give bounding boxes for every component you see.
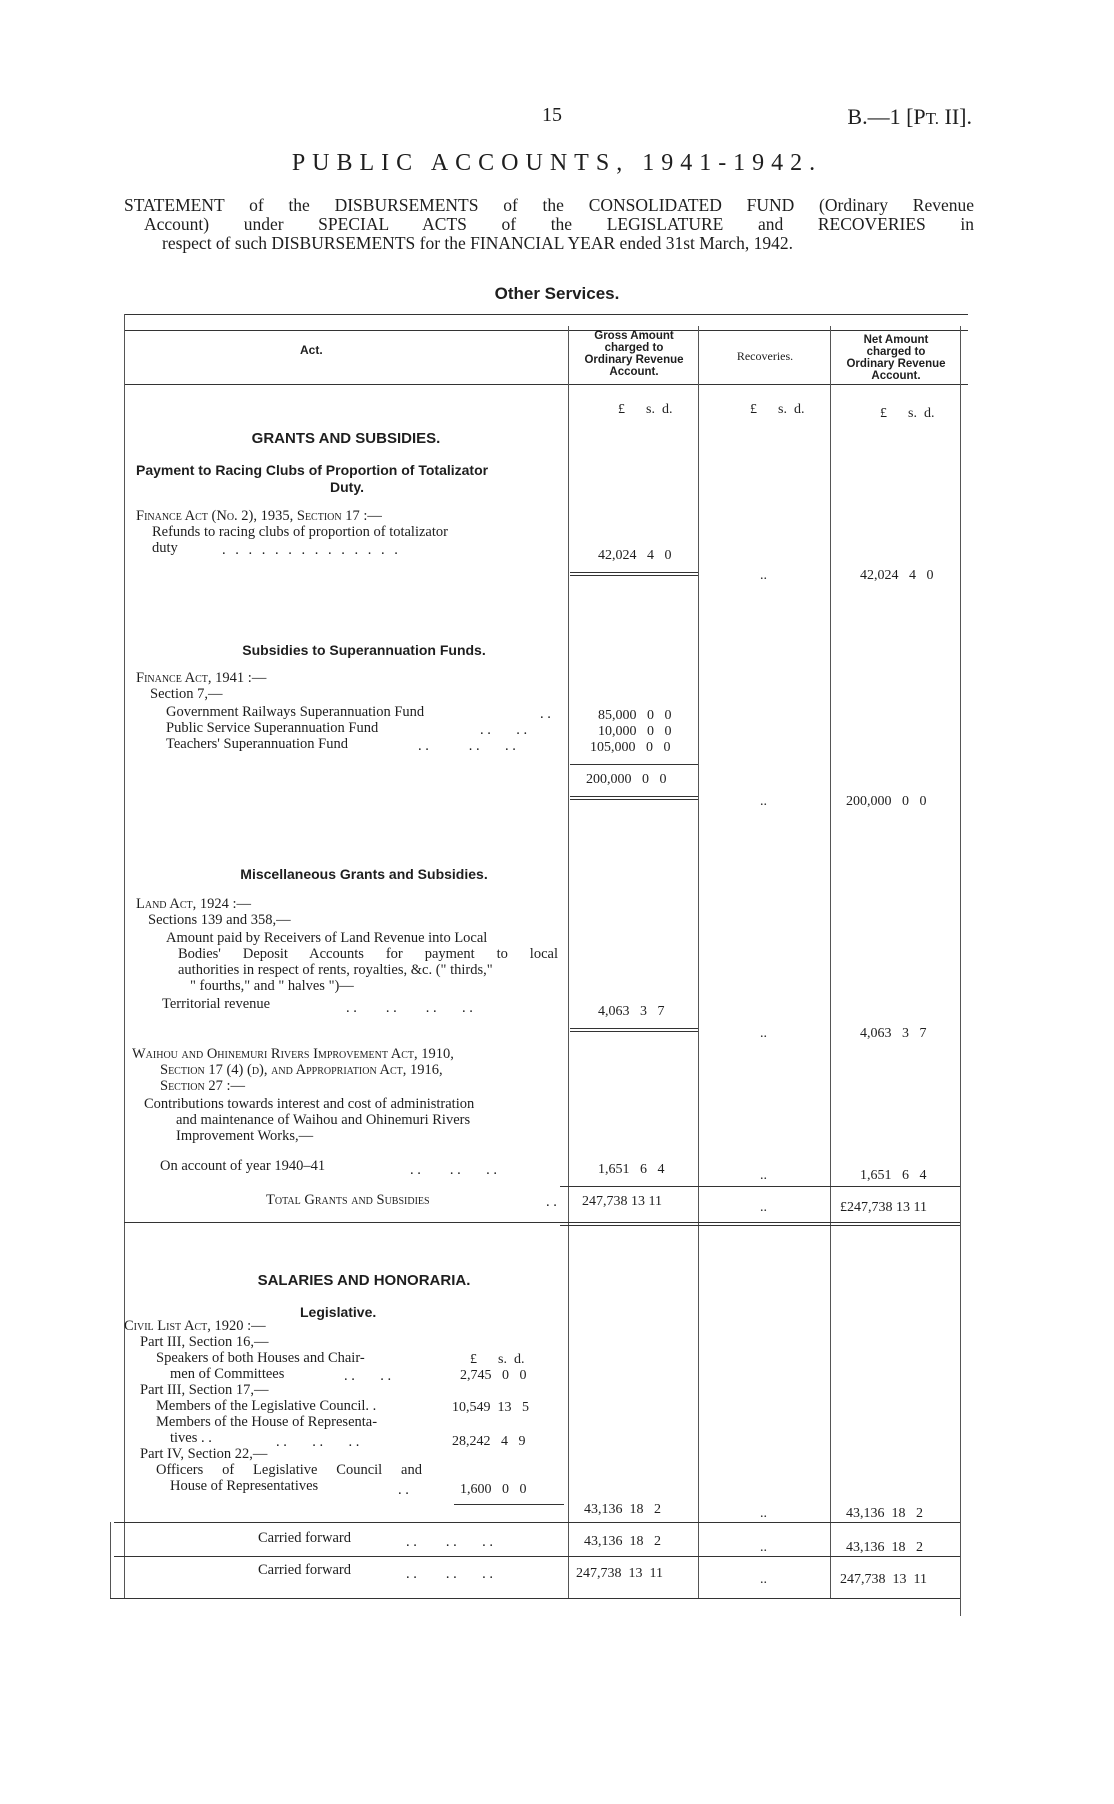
land-act-sections: Sections 139 and 358,—: [148, 912, 291, 928]
gross-column-header: [570, 330, 698, 378]
net-header-line: Net Amount: [863, 334, 929, 346]
leader-dots: . . . . . .: [406, 1534, 493, 1550]
page-title: PUBLIC ACCOUNTS, 1941-1942.: [291, 150, 823, 176]
superannuation-rule: [570, 796, 698, 797]
leader-dots: . .: [398, 1482, 409, 1498]
territorial-revenue: Territorial revenue: [162, 996, 271, 1012]
ref-end: II].: [939, 104, 972, 129]
net-header-line: Ordinary Revenue: [846, 358, 946, 370]
superannuation-net-total: 200,000 0 0: [846, 794, 927, 809]
refunds-description: Refunds to racing clubs of proportion of totalizator: [152, 524, 448, 540]
superannuation-rule: [570, 799, 698, 800]
leader-dots: . . . . . .: [418, 738, 516, 754]
fund-public-service-amount: 10,000 0 0: [598, 724, 672, 739]
fund-railways: Government Railways Superannuation Fund: [166, 704, 425, 720]
section-7: Section 7,—: [150, 686, 223, 702]
waihou-act: Section 17 (4) (d), and Appropriation Act, 1916,: [160, 1062, 443, 1078]
gross-header-line: charged to: [604, 342, 664, 354]
officers-amount: 1,600 0 0: [460, 1482, 527, 1497]
house-members-cont: tives . .: [170, 1430, 212, 1446]
refunds-gross-amount: 42,024 4 0: [598, 548, 672, 563]
land-description: Bodies' Deposit Accounts for payment to local: [178, 946, 558, 962]
part-3-section-17: Part III, Section 17,—: [140, 1382, 269, 1398]
gross-currency-label: £ s. d.: [618, 402, 673, 417]
waihou-act: Waihou and Ohinemuri Rivers Improvement Act, 1910,: [132, 1046, 454, 1062]
officers-description: Officers of Legislative Council and: [156, 1462, 422, 1478]
fund-teachers: Teachers' Superannuation Fund: [166, 736, 348, 752]
salaries-heading: SALARIES AND HONORARIA.: [257, 1272, 471, 1289]
grants-total-bottom-rule: [124, 1222, 960, 1223]
salaries-total-net: 43,136 18 2: [846, 1506, 923, 1521]
page-number: 15: [542, 104, 562, 126]
leader-dots: . .: [540, 706, 551, 722]
ref-main: B.—1 [P: [847, 104, 926, 129]
carried-forward-net: 247,738 13 11: [840, 1572, 927, 1587]
carried-forward-recoveries: ..: [760, 1572, 767, 1587]
leader-dots: . . . . . .: [410, 1162, 497, 1178]
header-top-rule: [124, 330, 968, 331]
refunds-net-amount: 42,024 4 0: [860, 568, 934, 583]
salaries-total-recoveries: ..: [760, 1506, 767, 1521]
carried-forward-left-edge: [110, 1522, 111, 1598]
fund-teachers-amount: 105,000 0 0: [590, 740, 671, 755]
house-members: Members of the House of Representa-: [156, 1414, 378, 1430]
carried-forward-label: Carried forward: [258, 1562, 351, 1578]
refunds-recoveries: ..: [760, 568, 767, 583]
territorial-net-amount: 4,063 3 7: [860, 1026, 927, 1041]
statement-line-3: respect of such DISBURSEMENTS for the FINANCIAL YEAR ended 31st March, 1942.: [162, 233, 794, 253]
grants-total-net: £247,738 13 11: [840, 1200, 927, 1215]
refunds-rule: [570, 575, 698, 576]
territorial-rule: [570, 1028, 698, 1029]
civil-list-act: Civil List Act, 1920 :—: [124, 1318, 266, 1334]
grants-total-recoveries: ..: [760, 1200, 767, 1215]
contributions-description: and maintenance of Waihou and Ohinemuri Rivers: [176, 1112, 471, 1128]
net-header-line: charged to: [866, 346, 926, 358]
grants-total-top-rule: [560, 1186, 960, 1187]
table-left-edge: [124, 314, 125, 1598]
leader-dots: . .: [546, 1194, 557, 1210]
net-column-header: [832, 334, 960, 382]
leader-dots: . . . . . . . . . . . . . .: [222, 542, 401, 558]
legislative-council-members: Members of the Legislative Council. .: [156, 1398, 377, 1414]
recoveries-column-divider: [698, 326, 699, 1598]
gross-header-line: Gross Amount: [594, 330, 674, 342]
net-header-line: Account.: [871, 370, 921, 382]
net-column-divider: [830, 326, 831, 1598]
salaries-inner-rule: [454, 1504, 564, 1505]
statement-heading: [124, 196, 974, 253]
refunds-description-cont: duty: [152, 540, 178, 556]
carried-forward-recoveries: ..: [760, 1540, 767, 1555]
on-account-label: On account of year 1940–41: [160, 1158, 326, 1174]
miscellaneous-heading: Miscellaneous Grants and Subsidies.: [240, 866, 488, 882]
speakers-amount: 2,745 0 0: [460, 1368, 527, 1383]
territorial-gross-amount: 4,063 3 7: [598, 1004, 665, 1019]
legislative-heading: Legislative.: [300, 1304, 377, 1320]
part-3-section-16: Part III, Section 16,—: [140, 1334, 269, 1350]
inner-currency-label: £ s. d.: [470, 1352, 525, 1367]
net-currency-label: £ s. d.: [880, 406, 935, 421]
contributions-description: Improvement Works,—: [176, 1128, 314, 1144]
gross-header-line: Account.: [609, 366, 659, 378]
waihou-act: Section 27 :—: [160, 1078, 246, 1094]
legislative-council-amount: 10,549 13 5: [452, 1400, 529, 1415]
act-column-header: Act.: [300, 343, 323, 357]
refunds-rule: [570, 572, 698, 573]
carried-forward-gross: 43,136 18 2: [584, 1534, 661, 1549]
finance-act-1941: Finance Act, 1941 :—: [136, 670, 267, 686]
territorial-rule: [570, 1031, 698, 1032]
grants-total-gross: 247,738 13 11: [582, 1194, 662, 1209]
table-top-rule: [124, 314, 968, 315]
leader-dots: . . . . . . . .: [346, 1000, 473, 1016]
land-description: " fourths," and " halves ")—: [190, 978, 354, 994]
salaries-total-gross: 43,136 18 2: [584, 1502, 661, 1517]
recoveries-currency-label: £ s. d.: [750, 402, 805, 417]
statement-line-2: Account) under SPECIAL ACTS of the LEGISLATURE and RECOVERIES in: [144, 214, 974, 234]
land-act-1924: Land Act, 1924 :—: [136, 896, 252, 912]
superannuation-recoveries: ..: [760, 794, 767, 809]
leader-dots: . . . .: [344, 1368, 392, 1384]
header-bottom-rule: [124, 384, 968, 385]
table-right-edge: [960, 326, 961, 1616]
gross-header-line: Ordinary Revenue: [584, 354, 684, 366]
officers-description-cont: House of Representatives: [170, 1478, 319, 1494]
recoveries-column-header: Recoveries.: [736, 349, 794, 363]
grants-total-bottom-rule: [560, 1225, 960, 1226]
land-description: authorities in respect of rents, royalties, &c. (" thirds,": [178, 962, 493, 978]
contributions-description: Contributions towards interest and cost of administration: [144, 1096, 475, 1112]
speakers-description-cont: men of Committees: [170, 1366, 285, 1382]
carried-forward-label: Carried forward: [258, 1530, 351, 1546]
grants-total-label: Total Grants and Subsidies: [266, 1192, 430, 1208]
territorial-recoveries: ..: [760, 1026, 767, 1041]
house-members-amount: 28,242 4 9: [452, 1434, 526, 1449]
superannuation-subtotal-rule: [570, 764, 698, 765]
gross-column-divider: [568, 326, 569, 1598]
document-reference: [847, 104, 972, 130]
carried-forward-net: 43,136 18 2: [846, 1540, 923, 1555]
leader-dots: . . . . . .: [276, 1434, 360, 1450]
racing-heading: Payment to Racing Clubs of Proportion of Totalizator: [136, 462, 489, 478]
statement-line-1: STATEMENT of the DISBURSEMENTS of the CONSOLIDATED FUND (Ordinary Revenue: [124, 195, 974, 215]
carried-forward-gross: 247,738 13 11: [576, 1566, 663, 1581]
carried-forward-top-rule: [114, 1522, 960, 1523]
section-subtitle: Other Services.: [494, 284, 620, 303]
racing-heading-cont: Duty.: [330, 479, 364, 495]
finance-act-1935: Finance Act (No. 2), 1935, Section 17 :—: [136, 508, 382, 524]
land-description: Amount paid by Receivers of Land Revenue into Local: [166, 930, 488, 946]
fund-railways-amount: 85,000 0 0: [598, 708, 672, 723]
superannuation-gross-total: 200,000 0 0: [586, 772, 667, 787]
ref-small: T.: [925, 109, 940, 128]
on-account-net-amount: 1,651 6 4: [860, 1168, 927, 1183]
carried-forward-mid-rule: [114, 1556, 960, 1557]
on-account-recoveries: ..: [760, 1168, 767, 1183]
leader-dots: . . . . . .: [406, 1566, 493, 1582]
table-bottom-rule: [110, 1598, 960, 1599]
grants-heading: GRANTS AND SUBSIDIES.: [251, 430, 441, 447]
on-account-gross-amount: 1,651 6 4: [598, 1162, 665, 1177]
leader-dots: . . . .: [480, 722, 528, 738]
part-4-section-22: Part IV, Section 22,—: [140, 1446, 268, 1462]
superannuation-heading: Subsidies to Superannuation Funds.: [242, 642, 486, 658]
fund-public-service: Public Service Superannuation Fund: [166, 720, 379, 736]
speakers-description: Speakers of both Houses and Chair-: [156, 1350, 365, 1366]
